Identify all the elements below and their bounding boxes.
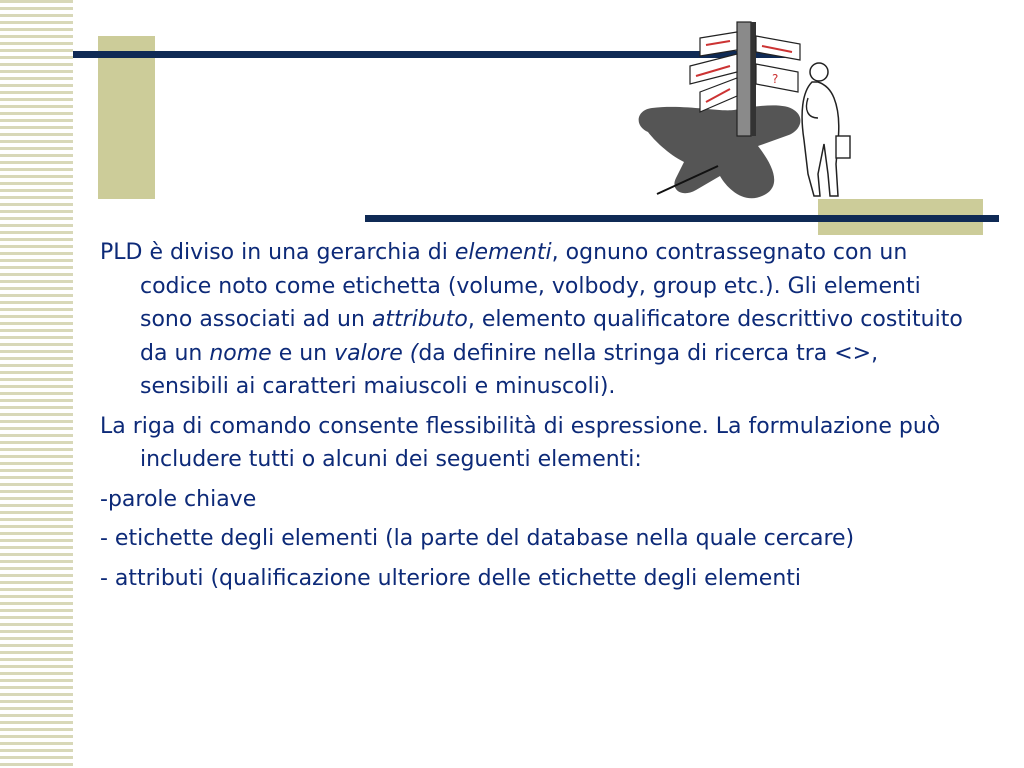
text-segment: , ognuno contrassegnato con un codice noto come etichetta (volume, volbody, group etc.). Gli elementi sono associati ad un bbox=[140, 240, 921, 332]
text-segment: , elemento qualificatore descrittivo costituito da un bbox=[140, 307, 963, 366]
bullet-paragraph bbox=[100, 410, 972, 477]
text-segment: PLD è diviso in una gerarchia di bbox=[100, 240, 455, 265]
bullet-paragraph bbox=[100, 562, 972, 596]
text-segment: da definire nella stringa di ricerca tra <>, sensibili ai caratteri maiuscoli e minuscoli). bbox=[140, 340, 879, 399]
text-segment: -parole chiave bbox=[100, 486, 257, 512]
bottom-rule-line bbox=[365, 215, 999, 222]
text-segment: e un bbox=[271, 340, 335, 366]
slide-body-text bbox=[100, 236, 972, 601]
italic-term: nome bbox=[209, 340, 272, 366]
italic-term: valore ( bbox=[334, 340, 419, 366]
svg-text:?: ? bbox=[772, 72, 779, 86]
bullet-paragraph bbox=[100, 236, 972, 404]
text-segment: - attributi (qualificazione ulteriore delle etichette degli elementi bbox=[100, 565, 802, 591]
bullet-paragraph bbox=[100, 483, 972, 517]
text-segment: La riga di comando consente flessibilità di espressione. La formulazione può includere tutti o alcuni dei seguenti elementi: bbox=[100, 413, 941, 472]
signpost-person-clipart-icon bbox=[632, 14, 872, 214]
striped-margin bbox=[0, 0, 73, 768]
decorative-block-left bbox=[98, 36, 155, 199]
bullet-paragraph bbox=[100, 522, 972, 556]
text-segment: - etichette degli elementi (la parte del database nella quale cercare) bbox=[100, 526, 855, 551]
italic-term: attributo bbox=[371, 307, 468, 332]
italic-term: elementi bbox=[454, 240, 552, 265]
